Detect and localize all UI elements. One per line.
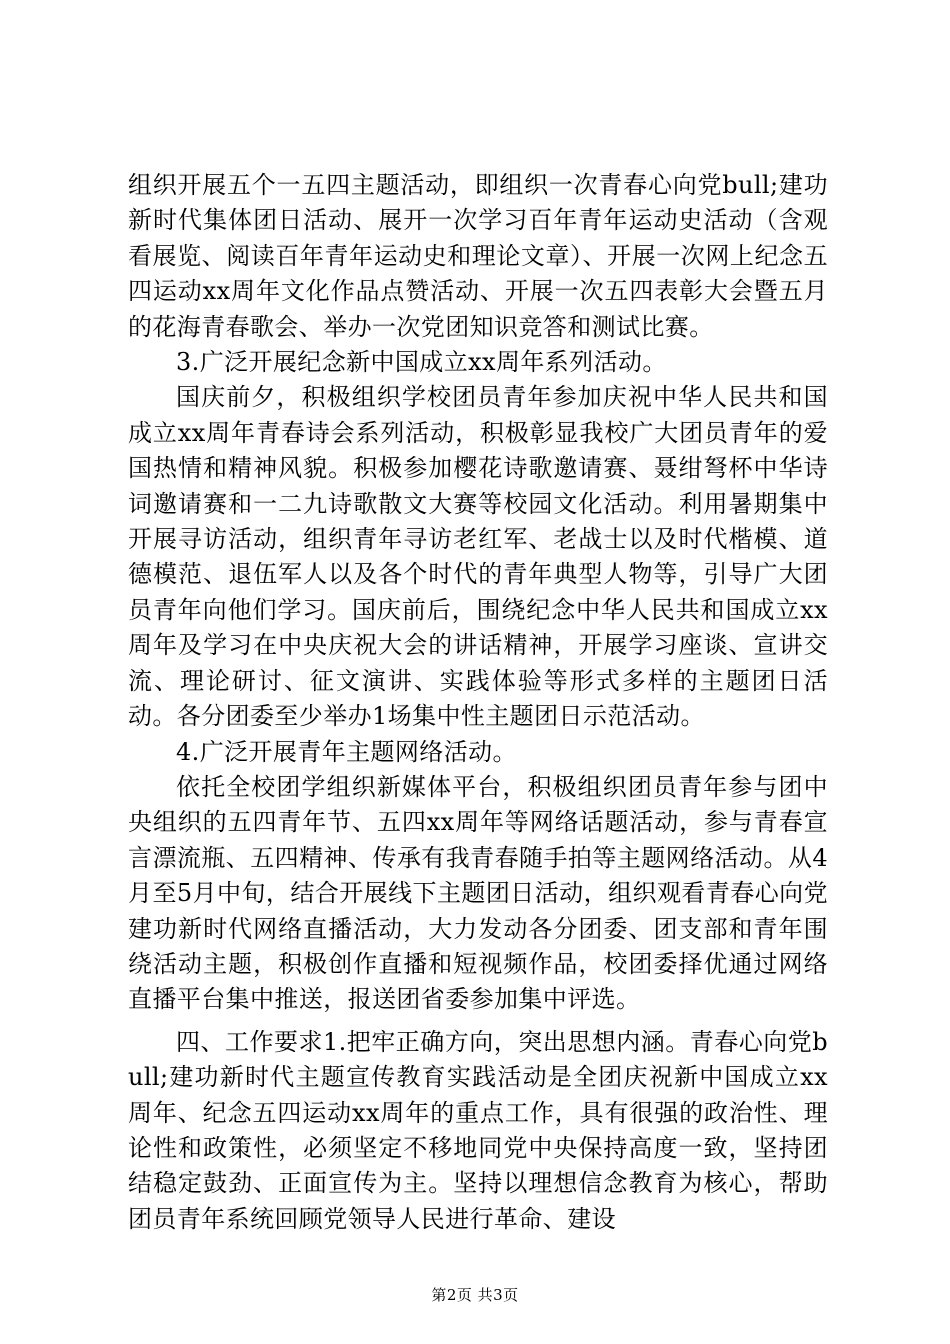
paragraph-national-day: 国庆前夕，积极组织学校团员青年参加庆祝中华人民共和国成立xx周年青春诗会系列活动，积极彰显我校广大团员青年的爱国热情和精神风貌。积极参加樱花诗歌邀请赛、聂绀弩杯中华诗词邀请赛和一二九诗歌散文大赛等校园文化活动。利用暑期集中开展寻访活动，组织青年寻访老红军、老战士以及时代楷模、道德模范、退伍军人以及各个时代的青年典型人物等，引导广大团员青年向他们学习。国庆前后，围绕纪念中华人民共和国成立xx周年及学习在中央庆祝大会的讲话精神，开展学习座谈、宣讲交流、理论研讨、征文演讲、实践体验等形式多样的主题团日活动。各分团委至少举办1场集中性主题团日示范活动。 — [128, 383, 828, 731]
paragraph-work-requirements: 四、工作要求1.把牢正确方向，突出思想内涵。青春心向党bull;建功新时代主题宣传教育实践活动是全团庆祝新中国成立xx周年、纪念五四运动xx周年的重点工作，具有很强的政治性、理论性和政策性，必须坚定不移地同党中央保持高度一致，坚持团结稳定鼓劲、正面宣传为主。坚持以理想信念教育为核心，帮助团员青年系统回顾党领导人民进行革命、建设 — [128, 1027, 828, 1233]
document-body — [128, 168, 828, 1237]
page-number-footer: 第2页 共3页 — [431, 1286, 519, 1304]
heading-national-day-activities: 3.广泛开展纪念新中国成立xx周年系列活动。 — [176, 348, 667, 377]
heading-online-activities: 4.广泛开展青年主题网络活动。 — [176, 737, 517, 766]
paragraph-online-activities: 依托全校团学组织新媒体平台，积极组织团员青年参与团中央组织的五四青年节、五四xx周年等网络话题活动，参与青春宣言漂流瓶、五四精神、传承有我青春随手拍等主题网络活动。从4月至5月中旬，结合开展线下主题团日活动，组织观看青春心向党建功新时代网络直播活动，大力发动各分团委、团支部和青年围绕活动主题，积极创作直播和短视频作品，校团委择优通过网络直播平台集中推送，报送团省委参加集中评选。 — [128, 772, 828, 1014]
paragraph-activities-list: 组织开展五个一五四主题活动，即组织一次青春心向党bull;建功新时代集体团日活动、展开一次学习百年青年运动史活动（含观看展览、阅读百年青年运动史和理论文章）、开展一次网上纪念五四运动xx周年文化作品点赞活动、开展一次五四表彰大会暨五月的花海青春歌会、举办一次党团知识竞答和测试比赛。 — [128, 171, 828, 341]
